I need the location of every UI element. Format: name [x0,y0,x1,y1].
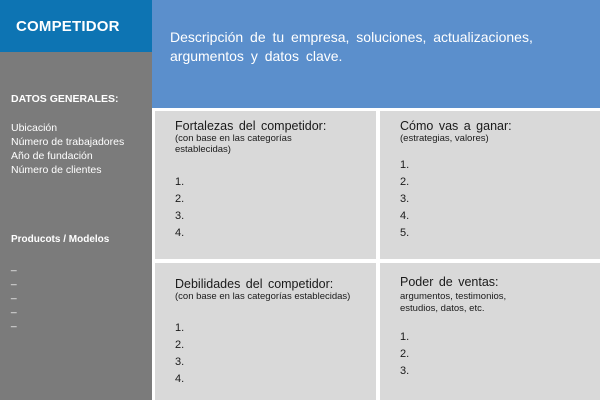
how-to-win-panel [380,111,600,259]
company-description [170,28,590,66]
general-data-item-founded: Año de fundación [11,150,93,162]
list-item: 2. [175,193,185,205]
strengths-panel [155,111,376,259]
list-item: 2. [175,339,185,351]
header-banner [152,0,600,108]
list-item: 3. [175,210,185,222]
strengths-title: Fortalezas del competidor: [175,119,327,133]
list-item: 3. [400,365,410,377]
list-item: 1. [400,331,410,343]
company-description-line2: argumentos y datos clave. [170,48,343,64]
strengths-subtitle-line2: establecidas) [175,144,231,155]
product-dash: _ [11,303,17,314]
sales-power-title: Poder de ventas: [400,275,499,289]
sales-power-subtitle [400,291,595,315]
product-dash: _ [11,317,17,328]
sales-power-subtitle-line1: argumentos, testimonios, [400,291,507,302]
list-item: 2. [400,348,410,360]
general-data-item-employees: Número de trabajadores [11,136,125,148]
general-data-item-clients: Número de clientes [11,164,102,176]
products-title: Producots / Modelos [11,234,110,245]
weaknesses-panel [155,263,376,400]
product-dash: _ [11,289,17,300]
list-item: 4. [175,373,185,385]
how-to-win-subtitle: (estrategias, valores) [400,133,489,144]
weaknesses-title: Debilidades del competidor: [175,277,334,291]
general-data-item-location: Ubicación [11,122,58,134]
list-item: 4. [400,210,410,222]
list-item: 2. [400,176,410,188]
weaknesses-list [175,320,184,388]
list-item: 1. [175,322,185,334]
product-dash: _ [11,275,17,286]
list-item: 1. [400,159,410,171]
sidebar [0,0,152,400]
list-item: 5. [400,227,410,239]
product-dash: _ [11,261,17,272]
list-item: 1. [175,176,185,188]
strengths-list [175,174,184,242]
strengths-subtitle-line1: (con base en las categorías [175,133,292,144]
sales-power-panel [380,263,600,400]
company-description-line1: Descripción de tu empresa, soluciones, actualizaciones, [170,29,533,45]
sales-power-subtitle-line2: estudios, datos, etc. [400,303,485,314]
list-item: 3. [175,356,185,368]
sales-power-list [400,329,409,380]
products-list [11,260,17,330]
weaknesses-subtitle: (con base en las categorías establecidas) [175,291,351,302]
general-data-title: DATOS GENERALES: [11,93,119,105]
sidebar-title: COMPETIDOR [0,0,152,52]
list-item: 3. [400,193,410,205]
strengths-subtitle [175,133,370,155]
how-to-win-list [400,157,409,242]
general-data-list [11,121,124,177]
how-to-win-title: Cómo vas a ganar: [400,119,512,133]
list-item: 4. [175,227,185,239]
